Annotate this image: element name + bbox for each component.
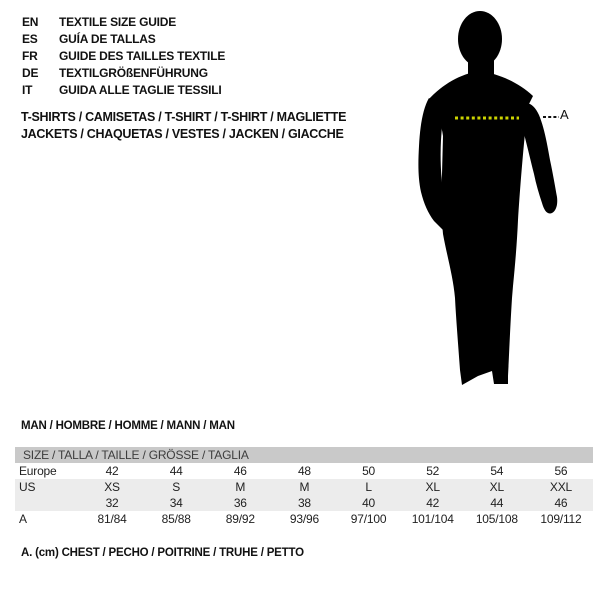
size-cell: 101/104: [411, 512, 454, 526]
category-line-jackets: JACKETS / CHAQUETAS / VESTES / JACKEN / GIACCHE: [21, 127, 344, 141]
size-cell: 36: [233, 496, 247, 510]
row-label: A: [19, 512, 27, 526]
size-cell: 93/96: [289, 512, 319, 526]
language-row-de: [22, 64, 225, 81]
size-cell: 50: [362, 464, 376, 478]
size-cell: 38: [297, 496, 311, 510]
row-label: Europe: [19, 464, 57, 478]
size-table: [15, 447, 593, 527]
size-cell: S: [172, 480, 181, 494]
size-cell: 44: [490, 496, 504, 510]
size-cell: XXL: [549, 480, 572, 494]
language-row-es: [22, 30, 225, 47]
size-cell: 81/84: [97, 512, 127, 526]
size-cell: 46: [233, 464, 247, 478]
language-code: IT: [22, 82, 33, 97]
size-cell: 42: [426, 496, 440, 510]
size-cell: 85/88: [161, 512, 191, 526]
language-label: GUÍA DE TALLAS: [59, 31, 156, 46]
language-row-en: [22, 13, 225, 30]
size-table-header: SIZE / TALLA / TAILLE / GRÖSSE / TAGLIA: [15, 447, 593, 463]
size-cell: L: [365, 480, 372, 494]
row-label: US: [19, 480, 36, 494]
table-row-europe: [15, 463, 593, 479]
size-cell: M: [235, 480, 246, 494]
row-label: [15, 495, 80, 511]
table-row-us-numeric: [15, 495, 593, 511]
language-label: GUIDE DES TAILLES TEXTILE: [59, 48, 226, 63]
measurement-footnote: A. (cm) CHEST / PECHO / POITRINE / TRUHE / PETTO: [21, 547, 304, 559]
size-cell: XL: [489, 480, 504, 494]
size-cell: XS: [104, 480, 120, 494]
size-cell: 44: [169, 464, 183, 478]
measure-label-a: A: [560, 107, 569, 122]
size-cell: 34: [169, 496, 183, 510]
size-cell: 48: [297, 464, 311, 478]
size-cell: 42: [105, 464, 119, 478]
size-cell: XL: [425, 480, 440, 494]
size-cell: 97/100: [350, 512, 387, 526]
language-label: TEXTILE SIZE GUIDE: [59, 14, 177, 29]
size-cell: M: [299, 480, 310, 494]
size-cell: 46: [554, 496, 568, 510]
table-row-us: [15, 479, 593, 495]
garment-categories: [21, 109, 346, 143]
size-cell: 56: [554, 464, 568, 478]
language-row-fr: [22, 47, 225, 64]
section-title-man: MAN / HOMBRE / HOMME / MANN / MAN: [21, 420, 235, 432]
language-list: [22, 13, 225, 98]
size-cell: 109/112: [540, 512, 582, 526]
size-cell: 32: [105, 496, 119, 510]
category-line-tshirts: T-SHIRTS / CAMISETAS / T-SHIRT / T-SHIRT / MAGLIETTE: [21, 110, 347, 124]
size-cell: 40: [362, 496, 376, 510]
silhouette-right-arm: [520, 103, 557, 213]
man-silhouette: [415, 8, 575, 390]
size-cell: 52: [426, 464, 440, 478]
language-label: GUIDA ALLE TAGLIE TESSILI: [59, 82, 222, 97]
language-code: ES: [22, 31, 38, 46]
measurement-figure: [415, 8, 575, 390]
language-code: EN: [22, 14, 39, 29]
language-code: FR: [22, 48, 38, 63]
size-cell: 54: [490, 464, 504, 478]
size-cell: 105/108: [475, 512, 518, 526]
language-label: TEXTILGRÖßENFÜHRUNG: [59, 65, 208, 80]
size-cell: 89/92: [225, 512, 255, 526]
language-row-it: [22, 81, 225, 98]
language-code: DE: [22, 65, 39, 80]
table-row-chest-cm: [15, 511, 593, 527]
